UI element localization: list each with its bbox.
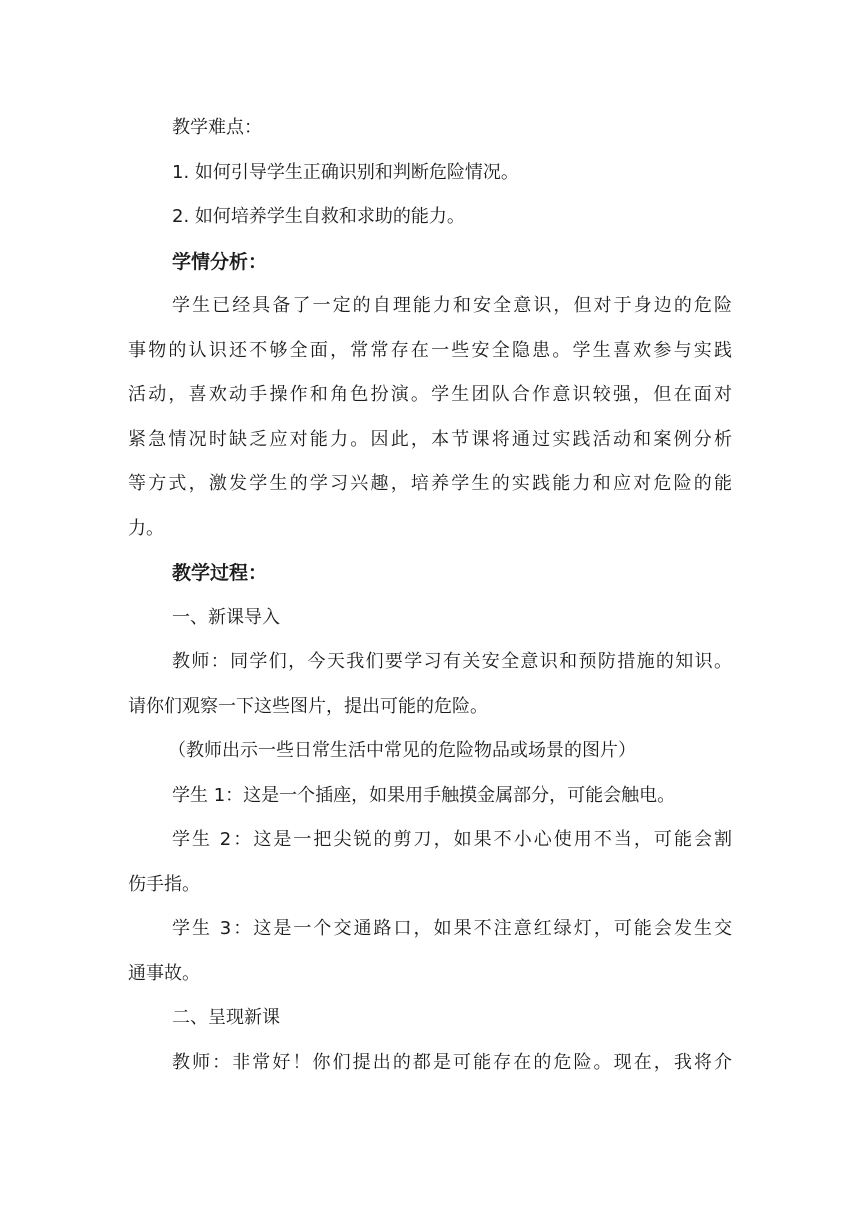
teacher-intro-paragraph <box>128 640 732 729</box>
teacher-note: （教师出示一些日常生活中常见的危险物品或场景的图片） <box>168 740 636 761</box>
student3-line: 通事故。 <box>128 962 200 984</box>
analysis-line: 力。 <box>128 517 164 539</box>
analysis-line: 事物的认识还不够全面，常常存在一些安全隐患。学生喜欢参与实践 <box>128 339 732 361</box>
difficulty-heading: 教学难点： <box>172 117 262 138</box>
student1-line: 学生 1：这是一个插座，如果用手触摸金属部分，可能会触电。 <box>172 784 676 806</box>
teacher-line: 教师：同学们，今天我们要学习有关安全意识和预防措施的知识。 <box>172 651 732 672</box>
section1-title: 一、新课导入 <box>172 606 280 628</box>
student2-line: 学生 2：这是一把尖锐的剪刀，如果不小心使用不当，可能会割 <box>172 829 732 850</box>
document-page <box>128 106 732 1085</box>
section2-title: 二、呈现新课 <box>172 1007 280 1028</box>
analysis-line: 学生已经具备了一定的自理能力和安全意识，但对于身边的危险 <box>172 295 732 316</box>
student3-line: 学生 3：这是一个交通路口，如果不注意红绿灯，可能会发生交 <box>172 918 732 939</box>
student3-paragraph <box>128 907 732 996</box>
difficulty-item-1: 1. 如何引导学生正确识别和判断危险情况。 <box>172 161 519 183</box>
teacher-line: 请你们观察一下这些图片，提出可能的危险。 <box>128 695 488 717</box>
student2-paragraph <box>128 818 732 907</box>
analysis-heading: 学情分析： <box>172 250 268 273</box>
section2-teacher-paragraph <box>128 1041 732 1086</box>
difficulty-item-2: 2. 如何培养学生自救和求助的能力。 <box>172 206 465 227</box>
analysis-line: 等方式，激发学生的学习兴趣，培养学生的实践能力和应对危险的能 <box>128 473 732 494</box>
student2-line: 伤手指。 <box>128 873 200 895</box>
process-heading: 教学过程： <box>172 562 268 584</box>
analysis-line: 紧急情况时缺乏应对能力。因此，本节课将通过实践活动和案例分析 <box>128 428 732 450</box>
section2-teacher-line: 教师：非常好！你们提出的都是可能存在的危险。现在，我将介 <box>172 1051 732 1073</box>
analysis-line: 活动，喜欢动手操作和角色扮演。学生团队合作意识较强，但在面对 <box>128 384 732 405</box>
analysis-paragraph <box>128 284 732 551</box>
